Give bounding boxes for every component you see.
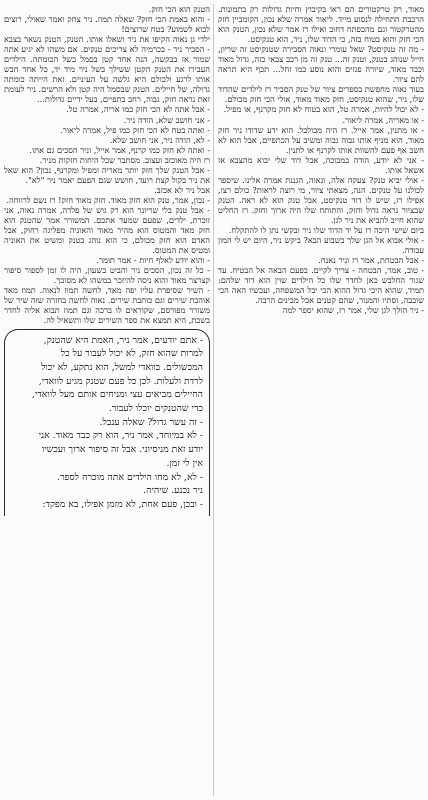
paragraph: - מה זה טנקיסט? שאל עומרי ונאוה הסבירה שטנקיסט זה שריון, חייל שנוהג בטנק, וטנק זה... טנק זה מן רכב צבאי כזה, גדול מאוד וכבד מאוד, שיורה פגזים והוא נוסע כמו זחל... תכף היא תראה להם ציור. (218, 44, 424, 85)
boxed-line: המכשולים. בוואדי למשל, הוא נתקע, לא יכול (41, 361, 203, 373)
paragraph: - אני חושב שלא, הודה ניר. (123, 114, 210, 125)
column-divider (213, 4, 214, 796)
paragraph: - לא יכול להיות, אמרה טל, הוא בטוח לא חזק מקרנף, או מפיל. (223, 104, 424, 115)
paragraph: - אני לא יודע, הודה במבוכה, אבל דוד שלי יבוא מהצבא אז אשאל אותו. (218, 154, 424, 175)
paragraph: - ואתה לא חזק כמו קרנף, אמר אייל, וניר הסכים גם אתו. (29, 144, 210, 155)
paragraph: - או מתנין, אמר אייל. רז היה מבולבל. הוא ידע שדודו ניר חזק מאוד, הוא מניף אותו גבוה גבוה ומשיב על הכתפיים, אבל הוא לא חשב אף פעם להשוות אותו לקרנף או לתנין. (218, 124, 424, 155)
paragraph: - אבל הטנק שלך חזק יותר מאריה ומפיל ומקרנף, נכון? הוא שאל את ניר בקול קצת רועד, חושש שגם הפעם יאמר ניר "לא". (4, 164, 210, 185)
boxed-line: לרדת ולעלות. לכן כל פעם שטנק מגיע לוואדי, (38, 375, 203, 387)
boxed-line: יודע זאת מניסיוני. אבל זה סיפור ארוך ועכשיו (41, 444, 203, 456)
paragraph: - או מאריה, אמרה ליאור. (342, 114, 424, 125)
paragraph: אבל ניר לא אכזב. (154, 184, 210, 195)
boxed-line: למרות שהוא חזק, לא יכול לעבור על כל (60, 348, 203, 360)
paragraph: - טוב, אמר, הבטחה - צריך לקיים. בפעם הבאה אל הבטיח. עד שגור החלבש כאן לחדר שלו כל הילדים שוין הוא דוד שלהם: תמיד, שהוא היכי גדול ההוא הכי יבל המשפחה, ועכשיו האה הכי שובבה, וסתיו והמנור, שהם קטנים אבל מבינים הרבה. (218, 265, 424, 306)
paragraph: - נכון, אמר, טנק הוא חזק מאוד. חזק מאוד חזק! רז נשם לרווחה. (6, 194, 210, 205)
paragraph: - אבל אתה לא הכי חזק כמו אריה, אמרה טל. (66, 104, 210, 115)
boxed-line: - זה עשר גדול? שאלה ענבל. (99, 416, 203, 428)
boxed-line: ניר נכנע. שיהיה. (143, 485, 203, 497)
paragraph: - השיר שסיפרת עליו יפה מאד, לחשה תמוז לנאוה. תמוז מאד אוהבת שירים וגם כותבת שירים. נאוה לחשה בחזרה שזה שיר של משורר מפורסם, שקוראים לו ברכה וגם תמוז תבוא אליה לחדר בשבת, היא תמצא את ספר השירים שלו ותשאיל לה. (4, 285, 210, 326)
boxed-passage (4, 329, 210, 516)
boxed-line: אין לי זמן. (166, 457, 203, 469)
right-text-column (218, 4, 424, 796)
paragraph: רז היה מאוכזב ועצוב. מסתבר שכל היחות חזקות מניר. (39, 154, 210, 165)
paragraph: הטנק הוא הכי חזק. (148, 4, 210, 14)
paragraph: - והוא יודע לאלף חיות - אמר תומר. (96, 255, 210, 266)
paragraph: - כל זה נכון, הסכים ניר והביט בשעון, היה לו זמן לספור סיפור קצרצר מאוד והוא ניסה להיזכר במשהו לא מסובך. (4, 265, 210, 286)
paragraph: - אולי יביא טנק? צעקה אלה, ונאוה, הגננת אמרה אלינו. שיספר לכולנו על טנקים. הנה, מצאתי ציור, מי רוצה לראות? כולם רצו, אפילו רז, שיש לו דוד טנקיסט, אבל טנק הוא לא ראה. הטנק שבציור נראה גדול וחזק, והתותח שלו היה ארוך וחזק. רז החליט שהוא חייב להביא את ניר לגן. (218, 174, 424, 225)
left-text-column (4, 4, 210, 796)
paragraph: ילדי גן נאוה הקיפו את ניר ושאלו אותו. הטנק, הטנק נשאר בצבא - הסביר ניר - בכרמיה לא צריכים טנקים. אם משהו לא יגיע אתה שמור אז בבקשה, הנה אחד קטן בסמל בשל הכומתה. הילדים העבירו את הטנק הקטן ששילך בשל ניר מיד יד, כל אחד חבש אותו לרגע ולכולם היא גלשה על העיניים. זאת הייתה כומתה גדולה, של חיילים. הטנק שבסמל היה קטן ולא הרשים. ניר לעומת זאת נראה חזק, גבוה, רחב כתפיים, בעל ידיים גדולות... (4, 34, 210, 105)
paragraph: מאוד, רק טרקטורים הם ראו בקיבוץ וחיות גדולות רק בתמונות. הרכבת התחילה לנסוע מייד. ליאור אמרה שלא נכון, הקומביין חזק מהטרקטור וגם מהכפתח דחוב ואילו רז אמר שלא נכון, הטנק הוא הכי חזק והוא בטוח בזה, כי הדוד שלו, ניר, הוא טנקיסט. (218, 4, 424, 45)
boxed-line: - לא במיוחד, אמר ניר, הוא רק כבד מאוד. אני (38, 430, 203, 442)
boxed-line: החיילים מביאים עצי ומניחים אותם מעל לוואדי, (31, 389, 203, 401)
paragraph: - לא, הודה ניר, אני חושב שלא. (109, 134, 210, 145)
paragraph: - אבל טנק בלי שריונר הוא רק גוש של פלדה, אמרה נאוה, אני זוכרת, ילדים, שפעם שמעד אתכם. המשורר אמר שהטנק הוא חזק מאד והמטוס הוא מהיר מאוד והאוניה מפליגה רחוק, אבל האדם הוא חזק מכולם, כי הוא נוהג בטנק ומשיט את האוניה ומטיס את המטוס. (4, 204, 210, 256)
paragraph: - ואתה בטח לא הכי חזק כמו פיל, אמרה ליאור. (60, 124, 210, 135)
boxed-line: - אתם יודעים, אמר ניר, האמת היא שהטנק, (43, 334, 203, 346)
boxed-line: - לא, לא מחו הילדים אתה מוכרח לספר. (56, 471, 203, 483)
paragraph: - אולי אבוא אל הגן שלך בשבוע הבא? ביקש ניר, היום יש לי המון עבודה. (218, 235, 424, 256)
left-paragraphs (4, 4, 210, 326)
paragraph: ביום שישי היכה רז על יד הדוד שלו ניר ובקשי נתן לו להתקלח. (228, 225, 424, 236)
paragraph: - אבל הבטחת, אמר רז וניר נאנח. (318, 255, 424, 266)
paragraph: בעוד נאוה מחפשת בספרים ציור של טנק הסביר רז לילדים שהדוד שלו, ניר, שהוא טנקיסט, חזק מאוד מאוד, אולי הכי חזק מכולם. (218, 84, 424, 105)
paragraph: - ניר הולך לגן שלי, אמר רז, שהוא יספר למה (282, 305, 424, 316)
paragraph: - והוא באמת הכי חזק? שאלה תמוז. ניר צחק ואמר שאולי, רוצים לבוא לשמוע? בטח שרוצים! (4, 14, 210, 35)
boxed-line: - ובכן, פעם אחת, לא מזמן אפילו, בא מפקד: (42, 498, 203, 510)
boxed-line: כדי שהטנקים יוכלו לעבור. (108, 403, 203, 415)
